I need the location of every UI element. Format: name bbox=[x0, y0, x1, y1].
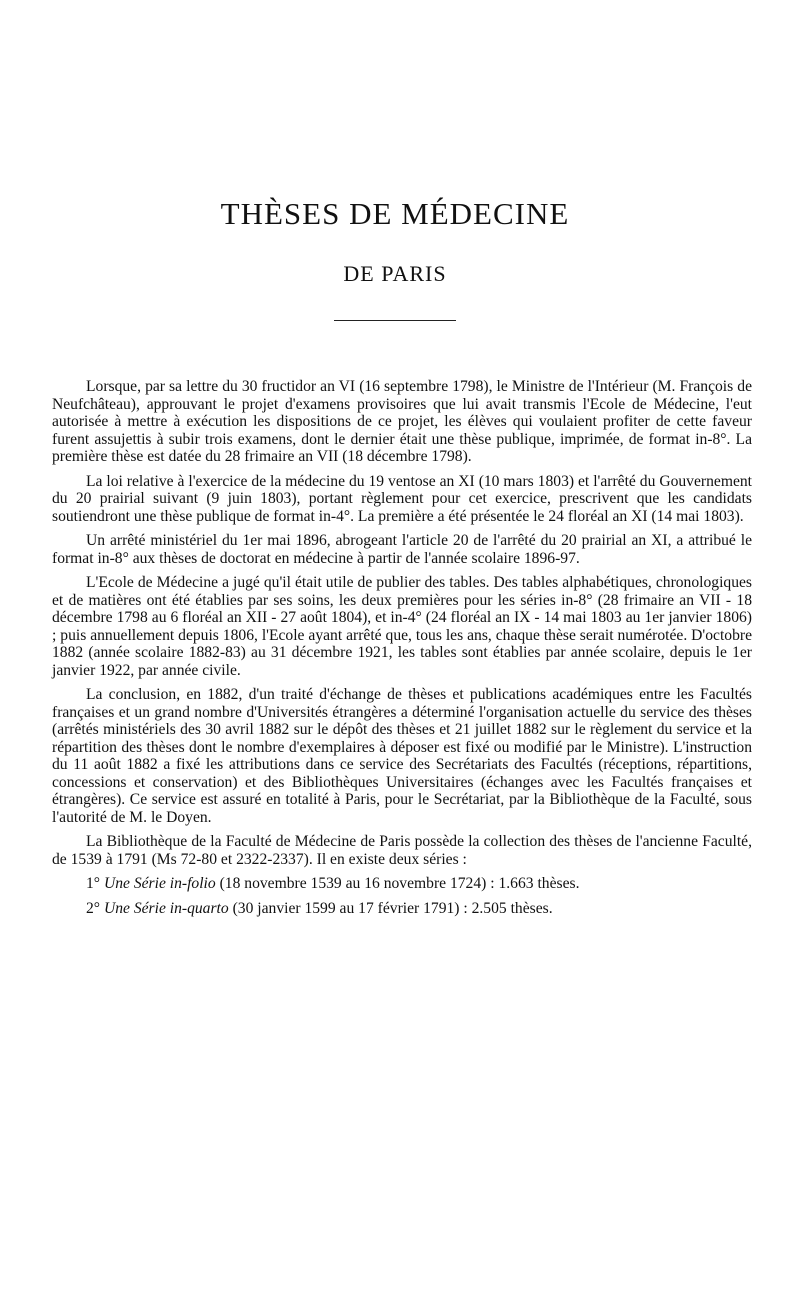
page-title: THÈSES DE MÉDECINE bbox=[220, 196, 570, 231]
paragraph-4: L'Ecole de Médecine a jugé qu'il était utile de publier des tables. Des tables alphabétiques, chronologiques et de matières ont été établies par ses soins, les deux premières pour les séries in-8° (28 frimaire an VII - 18 décembre 1798 au 6 floréal an XII - 27 août 1804), et in-4° (24 floréal an IX - 14 mai 1803 au 1er janvier 1806) ; puis annuellement depuis 1806, l'Ecole ayant arrêté que, tous les ans, chaque thèse serait numérotée. D'octobre 1882 (année scolaire 1882-83) au 31 décembre 1921, les tables sont établies par année scolaire, depuis le 1er janvier 1922, par année civile. bbox=[52, 574, 752, 679]
document-body bbox=[52, 378, 752, 924]
series-number: 1° bbox=[86, 875, 101, 892]
title-divider bbox=[334, 320, 456, 321]
series-name: Une Série in-quarto bbox=[103, 899, 229, 917]
series-list bbox=[52, 875, 752, 917]
page-subtitle: DE PARIS bbox=[343, 261, 447, 286]
series-item bbox=[86, 900, 752, 918]
series-detail: (18 novembre 1539 au 16 novembre 1724) : 1.663 thèses. bbox=[215, 875, 580, 892]
paragraph-1: Lorsque, par sa lettre du 30 fructidor an VI (16 septembre 1798), le Ministre de l'Intérieur (M. François de Neufchâteau), approuvant le projet d'examens provisoires que lui avait transmis l'Ecole de Médecine, l'eut autorisée à mettre à exécution les dispositions de ce projet, les élèves qui voulaient profiter de cette faveur furent assujettis à subir trois examens, dont le dernier était une thèse publique, imprimée, de format in-8°. La première thèse est datée du 28 frimaire an VII (18 décembre 1798). bbox=[52, 378, 752, 465]
paragraph-5: La conclusion, en 1882, d'un traité d'échange de thèses et publications académiques entre les Facultés françaises et un grand nombre d'Universités étrangères a déterminé l'organisation actuelle du service des thèses (arrêtés ministériels des 30 avril 1882 sur le dépôt des thèses et 21 juillet 1882 sur le règlement du service et la répartition des thèses dont le nombre d'exemplaires à déposer est fixé ou modifié par le Ministre). L'instruction du 11 août 1882 a fixé les attributions dans ce service des Secrétariats des Facultés (réceptions, répartitions, concessions et conservation) et des Bibliothèques Universitaires (échanges avec les Facultés françaises et étrangères). Ce service est assuré en totalité à Paris, pour le Secrétariat, par la Bibliothèque de la Faculté, sous l'autorité de M. le Doyen. bbox=[52, 686, 752, 826]
series-name: Une Série in-folio bbox=[103, 875, 216, 892]
paragraph-6: La Bibliothèque de la Faculté de Médecine de Paris possède la collection des thèses de l'ancienne Faculté, de 1539 à 1791 (Ms 72-80 et 2322-2337). Il en existe deux séries : bbox=[52, 833, 752, 868]
series-item bbox=[86, 875, 752, 893]
paragraph-2: La loi relative à l'exercice de la médecine du 19 ventose an XI (10 mars 1803) et l'arrêté du Gouvernement du 20 prairial suivant (9 juin 1803), portant règlement pour cet exercice, prescrivent que les candidats soutiendront une thèse publique de format in-4°. La première a été présentée le 24 floréal an XI (14 mai 1803). bbox=[52, 472, 752, 525]
paragraph-3: Un arrêté ministériel du 1er mai 1896, abrogeant l'article 20 de l'arrêté du 20 prairial an XI, a attribué le format in-8° aux thèses de doctorat en médecine à partir de l'année scolaire 1896-97. bbox=[52, 532, 752, 567]
series-number: 2° bbox=[86, 899, 101, 917]
series-detail: (30 janvier 1599 au 17 février 1791) : 2.505 thèses. bbox=[228, 899, 553, 917]
